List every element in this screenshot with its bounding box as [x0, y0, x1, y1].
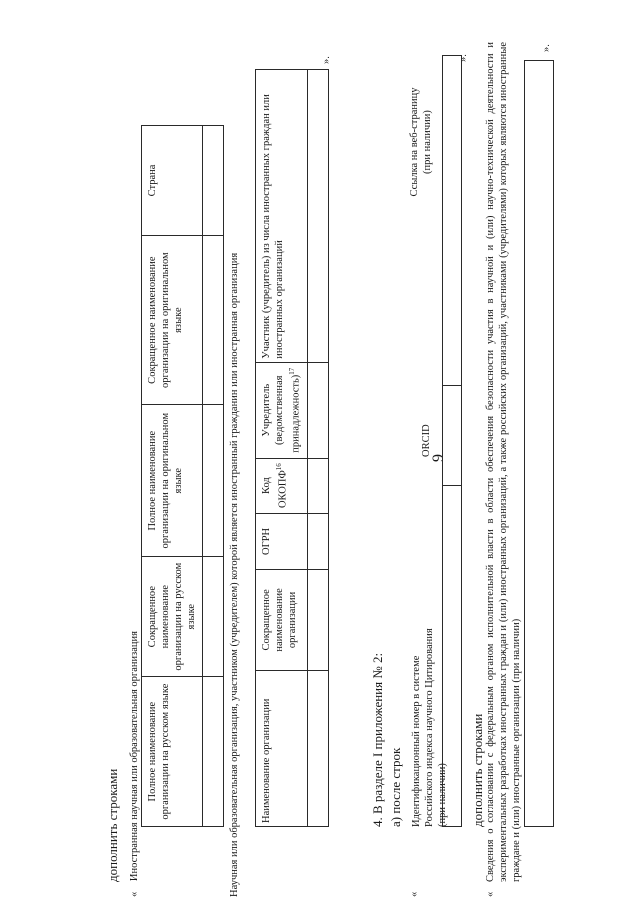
link-label: Ссылка на веб-страницу (при наличии) — [409, 87, 433, 197]
quote-open: « — [485, 891, 496, 897]
column-header: Сокращенное наименование организации на русском языке — [147, 562, 197, 671]
page-number: 9 — [430, 454, 447, 462]
id-label: Идентификационный номер в системе Российского индекса научного Цитирования (при наличии) — [411, 628, 448, 827]
quote-close: ». — [541, 44, 552, 52]
foreign-organization-table — [141, 125, 224, 827]
column-header: Сокращенное наименование организации на оригинальном языке — [147, 252, 184, 388]
row-divider — [443, 385, 461, 386]
column-header: Наименование организации — [261, 698, 272, 823]
table-header-row — [142, 126, 203, 827]
block2-heading: Научная или образовательная организация, участником (учредителем) которой является иностранный гражданин или иностранная организация — [229, 252, 240, 897]
column-header: Страна — [147, 164, 158, 197]
quote-close: ». — [321, 56, 332, 64]
footnote-marker: 16 — [275, 463, 283, 471]
column-header: Код ОКОПФ$^{16}$ — [261, 463, 289, 509]
intro-heading: дополнить строками — [105, 768, 120, 882]
approval-paragraph: Сведения о согласовании с федеральным органом исполнительной власти в области обеспечения безопасности участия в научной и (или) научно-технической деятельности и экспериментальных разработках иностранных граждан и (или) иностранных организаций, а также российских организаций, участниками (учредителями) которых являются иностранные граждане и (или) иностранные организации (при наличии) — [485, 42, 522, 882]
quote-open: « — [129, 891, 140, 897]
table-row — [307, 70, 328, 827]
section4-sub-a: а) после строк — [388, 747, 403, 827]
quote-open: « — [409, 891, 420, 897]
row-divider — [443, 485, 461, 486]
column-header: Учредитель (ведомственная принадлежность)$^{17}$ — [261, 367, 302, 453]
column-header: Сокращенное наименование организации — [261, 588, 298, 652]
column-header: ОГРН — [261, 527, 272, 555]
section4-heading: 4. В разделе I приложения № 2: — [370, 652, 385, 827]
quote-close: ». — [458, 54, 469, 62]
table-header-row — [256, 70, 308, 827]
add-rows-text: дополнить строками — [470, 713, 485, 827]
footnote-marker: 17 — [288, 367, 296, 375]
column-header: Участник (учредитель) из числа иностранных граждан или иностранных организаций — [261, 94, 285, 359]
column-header: Полное наименование организации на оригинальном языке — [147, 412, 184, 549]
column-header: Полное наименование организации на русском языке — [147, 683, 171, 820]
foreign-participant-organization-table — [255, 69, 329, 827]
block1-heading: Иностранная научная или образовательная организация — [129, 631, 140, 882]
identifiers-row — [442, 55, 462, 827]
orcid-label: ORCID — [421, 424, 432, 457]
table-row — [203, 126, 224, 827]
approval-input-box — [524, 60, 554, 827]
